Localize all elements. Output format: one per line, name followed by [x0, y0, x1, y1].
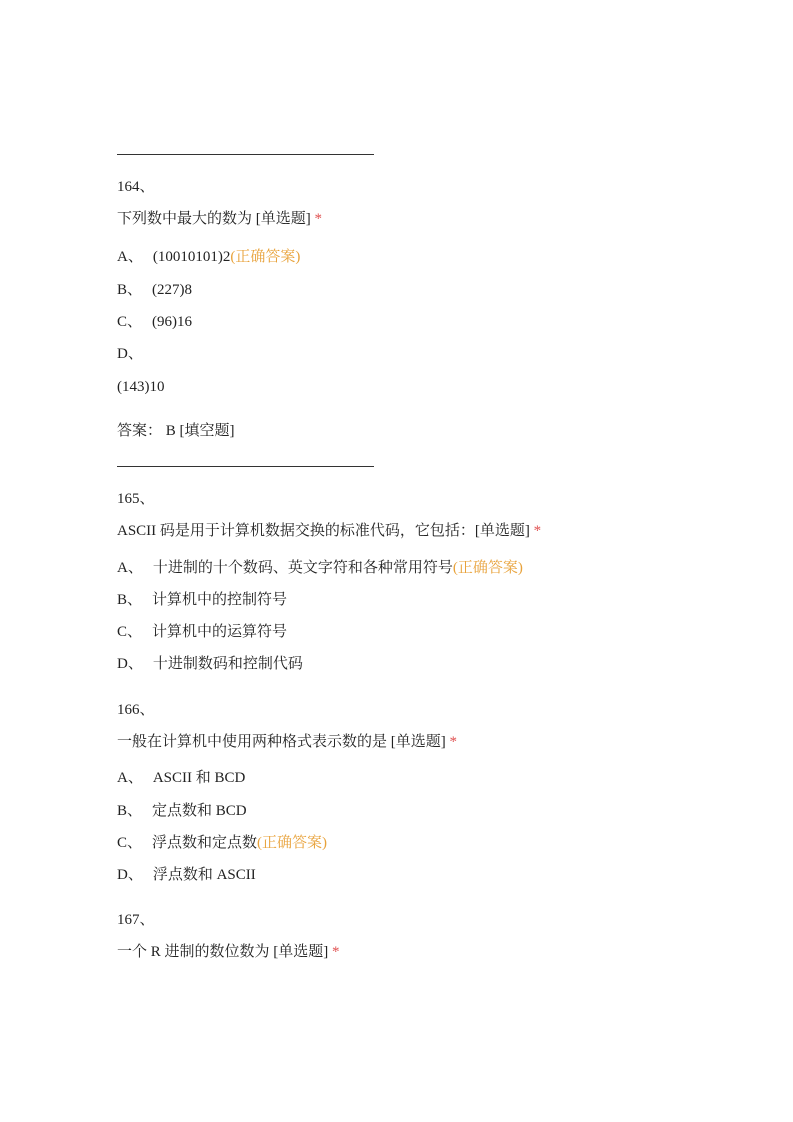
option-c[interactable] [117, 313, 192, 331]
option-text: 计算机中的控制符号 [152, 592, 288, 608]
answer-line [117, 422, 235, 440]
question-prompt: 一个 R 进制的数位数为 [单选题] * [117, 944, 340, 960]
question-prompt: ASCII 码是用于计算机数据交换的标准代码，它包括：[单选题] * [117, 523, 542, 539]
question-number: 166、 [117, 702, 155, 718]
option-letter: D、 [117, 867, 143, 883]
option-text: (96)16 [152, 314, 193, 330]
option-c[interactable] [117, 834, 327, 852]
option-d[interactable] [117, 655, 303, 673]
option-letter: B、 [117, 282, 143, 298]
option-text: 十进制的十个数码、英文字符和各种常用符号 [152, 560, 453, 576]
required-star: * [332, 944, 340, 960]
option-text: (227)8 [152, 282, 193, 298]
option-text: 浮点数和定点数 [152, 835, 258, 851]
option-d[interactable] [117, 866, 256, 884]
option-b[interactable] [117, 591, 287, 609]
option-a[interactable] [117, 769, 245, 787]
separator-line [117, 466, 374, 467]
required-star: * [449, 734, 457, 750]
option-text: 浮点数和 ASCII [152, 867, 256, 883]
option-text: 计算机中的运算符号 [152, 624, 288, 640]
option-letter: C、 [117, 314, 143, 330]
correct-answer-tag: (正确答案) [230, 249, 301, 265]
question-prompt: 下列数中最大的数为 [单选题] * [117, 211, 322, 227]
option-a[interactable] [117, 559, 523, 577]
option-text: (10010101)2 [152, 249, 231, 265]
correct-answer-tag: (正确答案) [257, 835, 328, 851]
option-a[interactable] [117, 248, 300, 266]
option-letter: B、 [117, 592, 143, 608]
question-number: 167、 [117, 912, 155, 928]
option-letter: D、 [117, 346, 143, 362]
option-letter: D、 [117, 656, 143, 672]
option-letter: B、 [117, 803, 143, 819]
option-d-continuation: (143)10 [117, 379, 165, 395]
option-c[interactable] [117, 623, 287, 641]
option-b[interactable] [117, 281, 192, 299]
option-letter: A、 [117, 560, 143, 576]
option-text: 十进制数码和控制代码 [152, 656, 303, 672]
required-star: * [314, 211, 322, 227]
option-d[interactable] [117, 345, 143, 363]
option-text: 定点数和 BCD [152, 803, 247, 819]
answer-value: B [填空题] [165, 423, 235, 439]
question-number: 164、 [117, 179, 155, 195]
required-star: * [533, 523, 542, 539]
question-number: 165、 [117, 491, 155, 507]
correct-answer-tag: (正确答案) [452, 560, 523, 576]
option-text: ASCII 和 BCD [152, 770, 246, 786]
option-letter: C、 [117, 835, 143, 851]
option-letter: C、 [117, 624, 143, 640]
separator-line [117, 154, 374, 155]
question-prompt: 一般在计算机中使用两种格式表示数的是 [单选题] * [117, 734, 457, 750]
option-letter: A、 [117, 770, 143, 786]
option-b[interactable] [117, 802, 247, 820]
option-letter: A、 [117, 249, 143, 265]
answer-label: 答案： [117, 423, 163, 439]
